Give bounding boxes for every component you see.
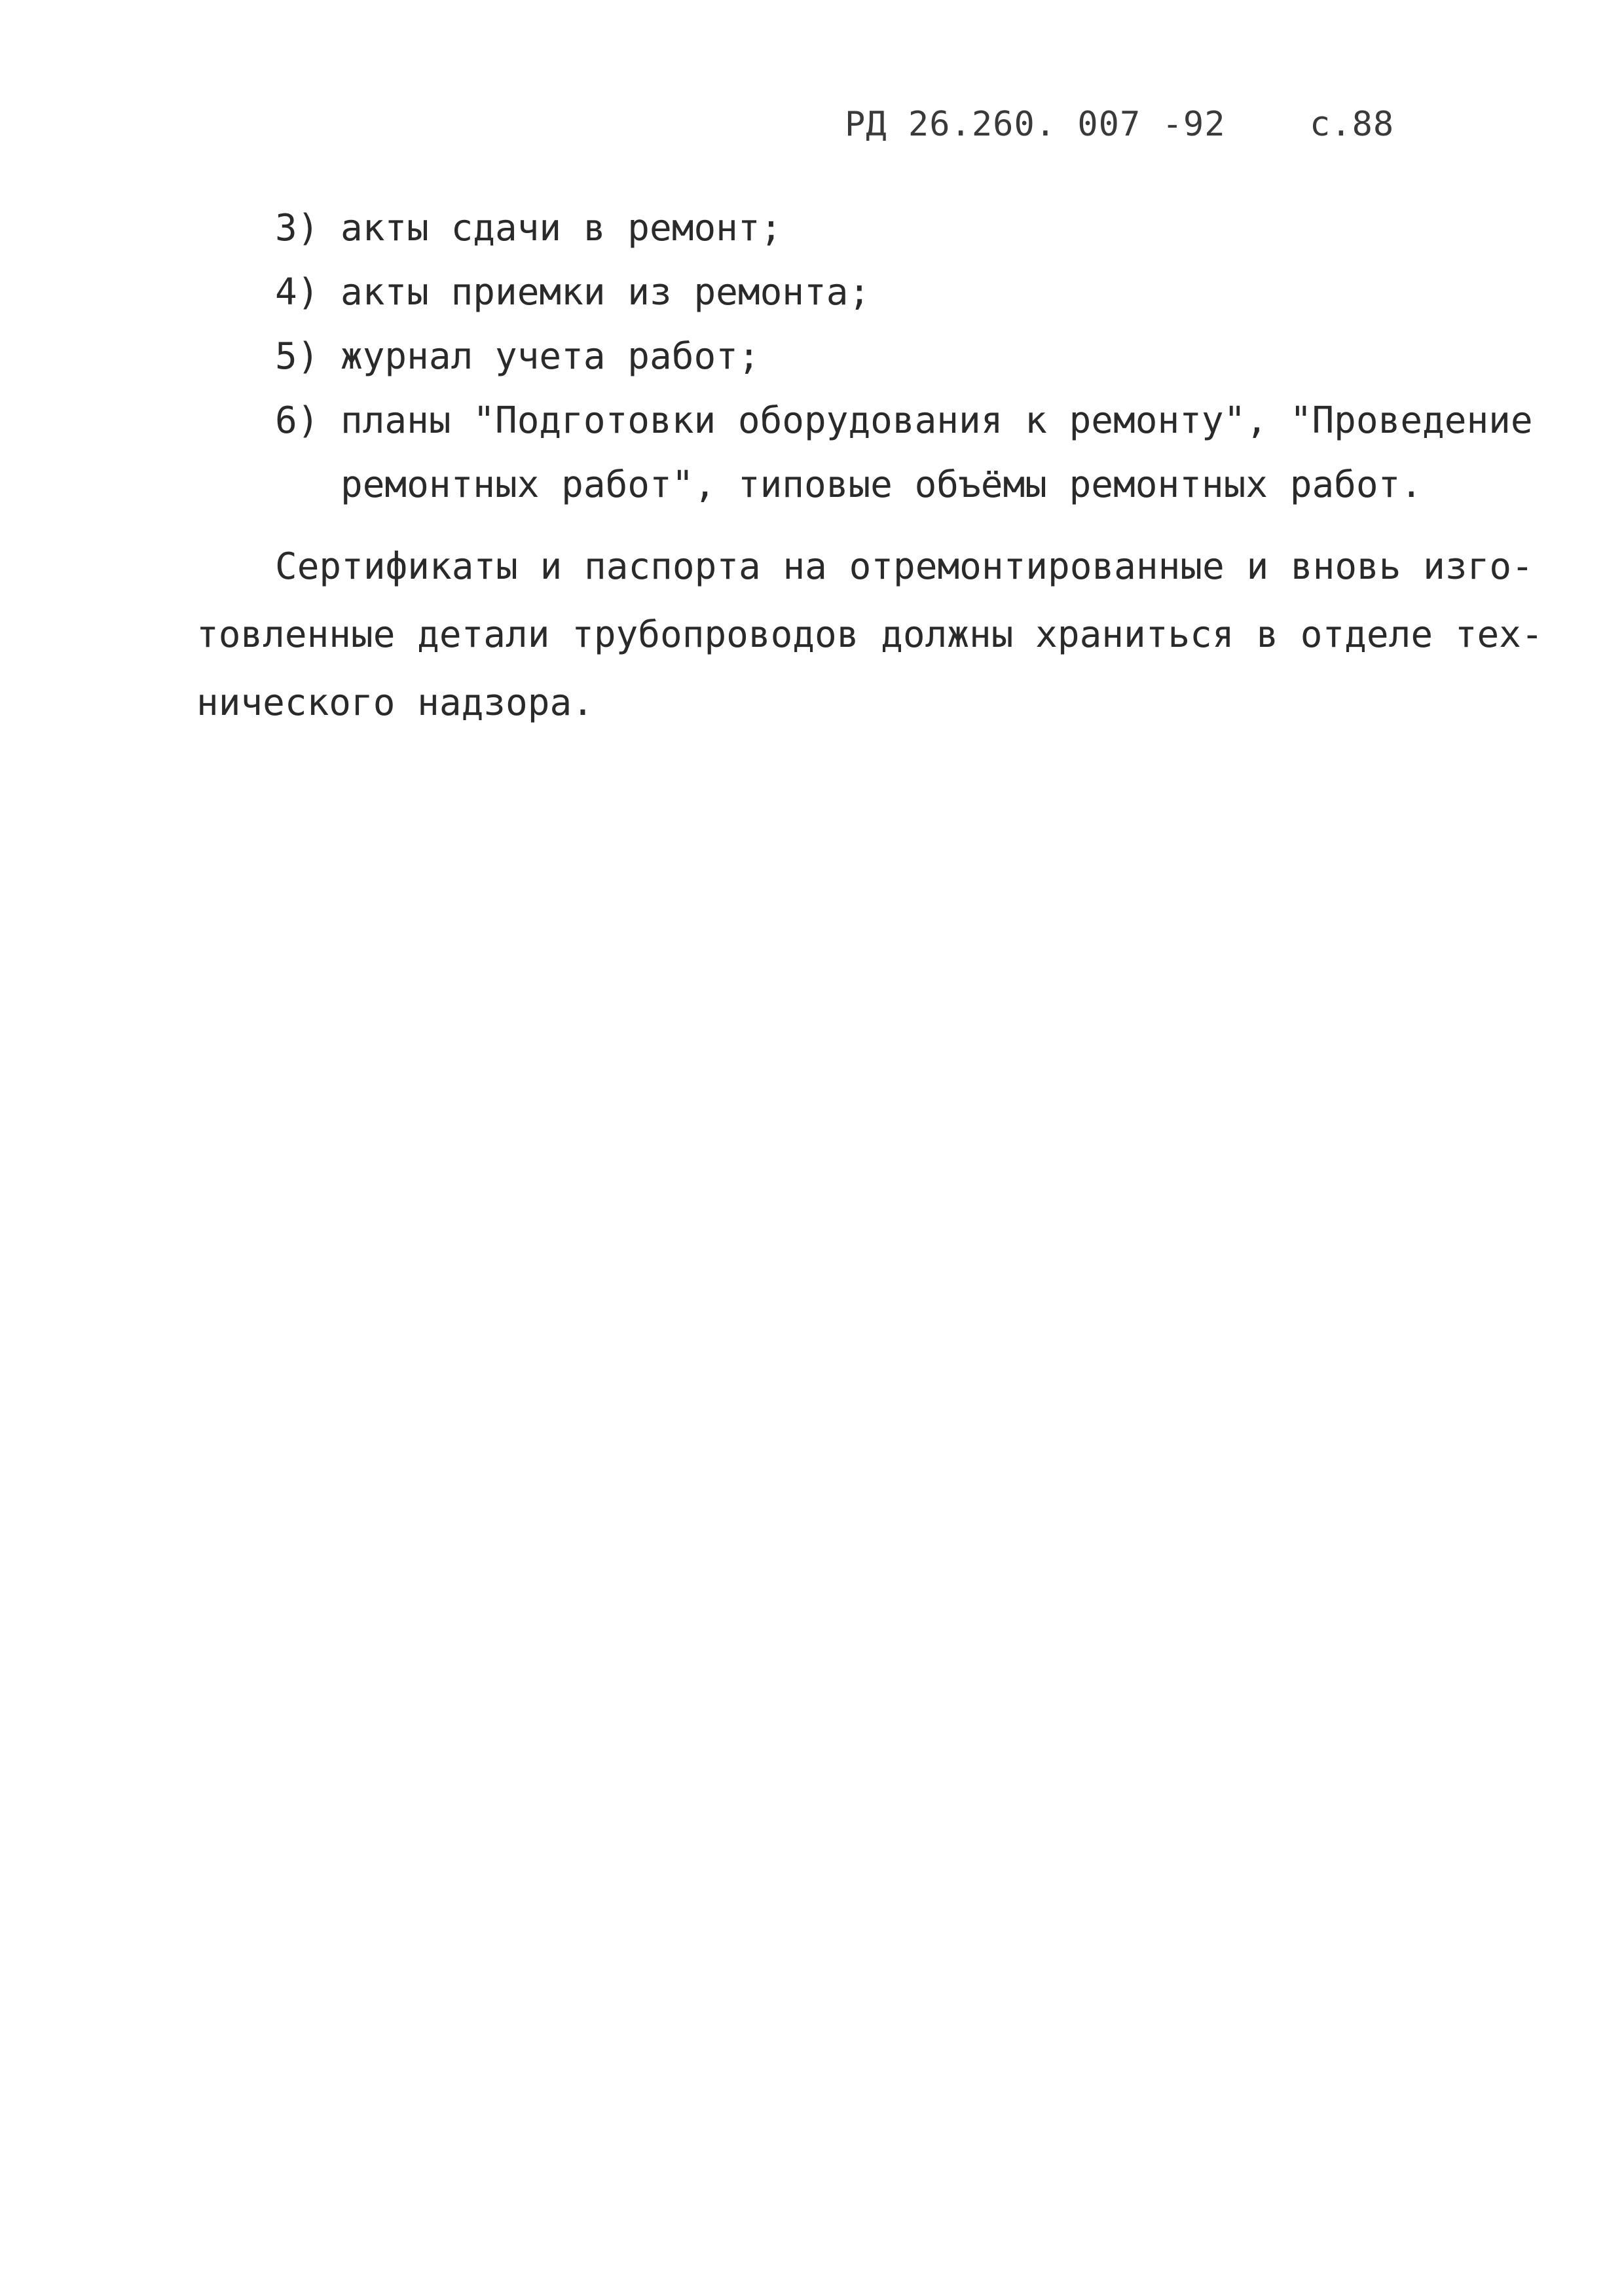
document-list (275, 196, 1533, 517)
list-item-text: акты приемки из ремонта; (341, 271, 871, 314)
list-item (275, 196, 1454, 261)
list-item-continuation: ремонтных работ", типовые объёмы ремонтных работ. (341, 464, 1423, 506)
list-item-number: 4) (275, 271, 320, 314)
list-item-text: журнал учета работ; (341, 335, 760, 378)
page-header (845, 98, 1434, 151)
list-item (275, 261, 1454, 325)
list-item-text: акты сдачи в ремонт; (341, 207, 783, 249)
list-item-number: 5) (275, 335, 320, 378)
list-item-text: планы "Подготовки оборудования к ремонту", "Проведение (341, 399, 1533, 442)
list-item (275, 325, 1454, 389)
paragraph-line: товленные детали трубопроводов должны храниться в отделе тех- (196, 613, 1543, 656)
list-item (275, 389, 1533, 517)
body-paragraph (196, 533, 1543, 737)
page-number: с.88 (1310, 105, 1395, 144)
document-code: РД 26.260. 007 -92 (845, 105, 1226, 144)
paragraph-line: нического надзора. (196, 682, 594, 724)
list-item-number: 6) (275, 399, 320, 442)
list-item-number: 3) (275, 207, 320, 249)
paragraph-line: Сертификаты и паспорта на отремонтированные и вновь изго- (275, 545, 1534, 588)
